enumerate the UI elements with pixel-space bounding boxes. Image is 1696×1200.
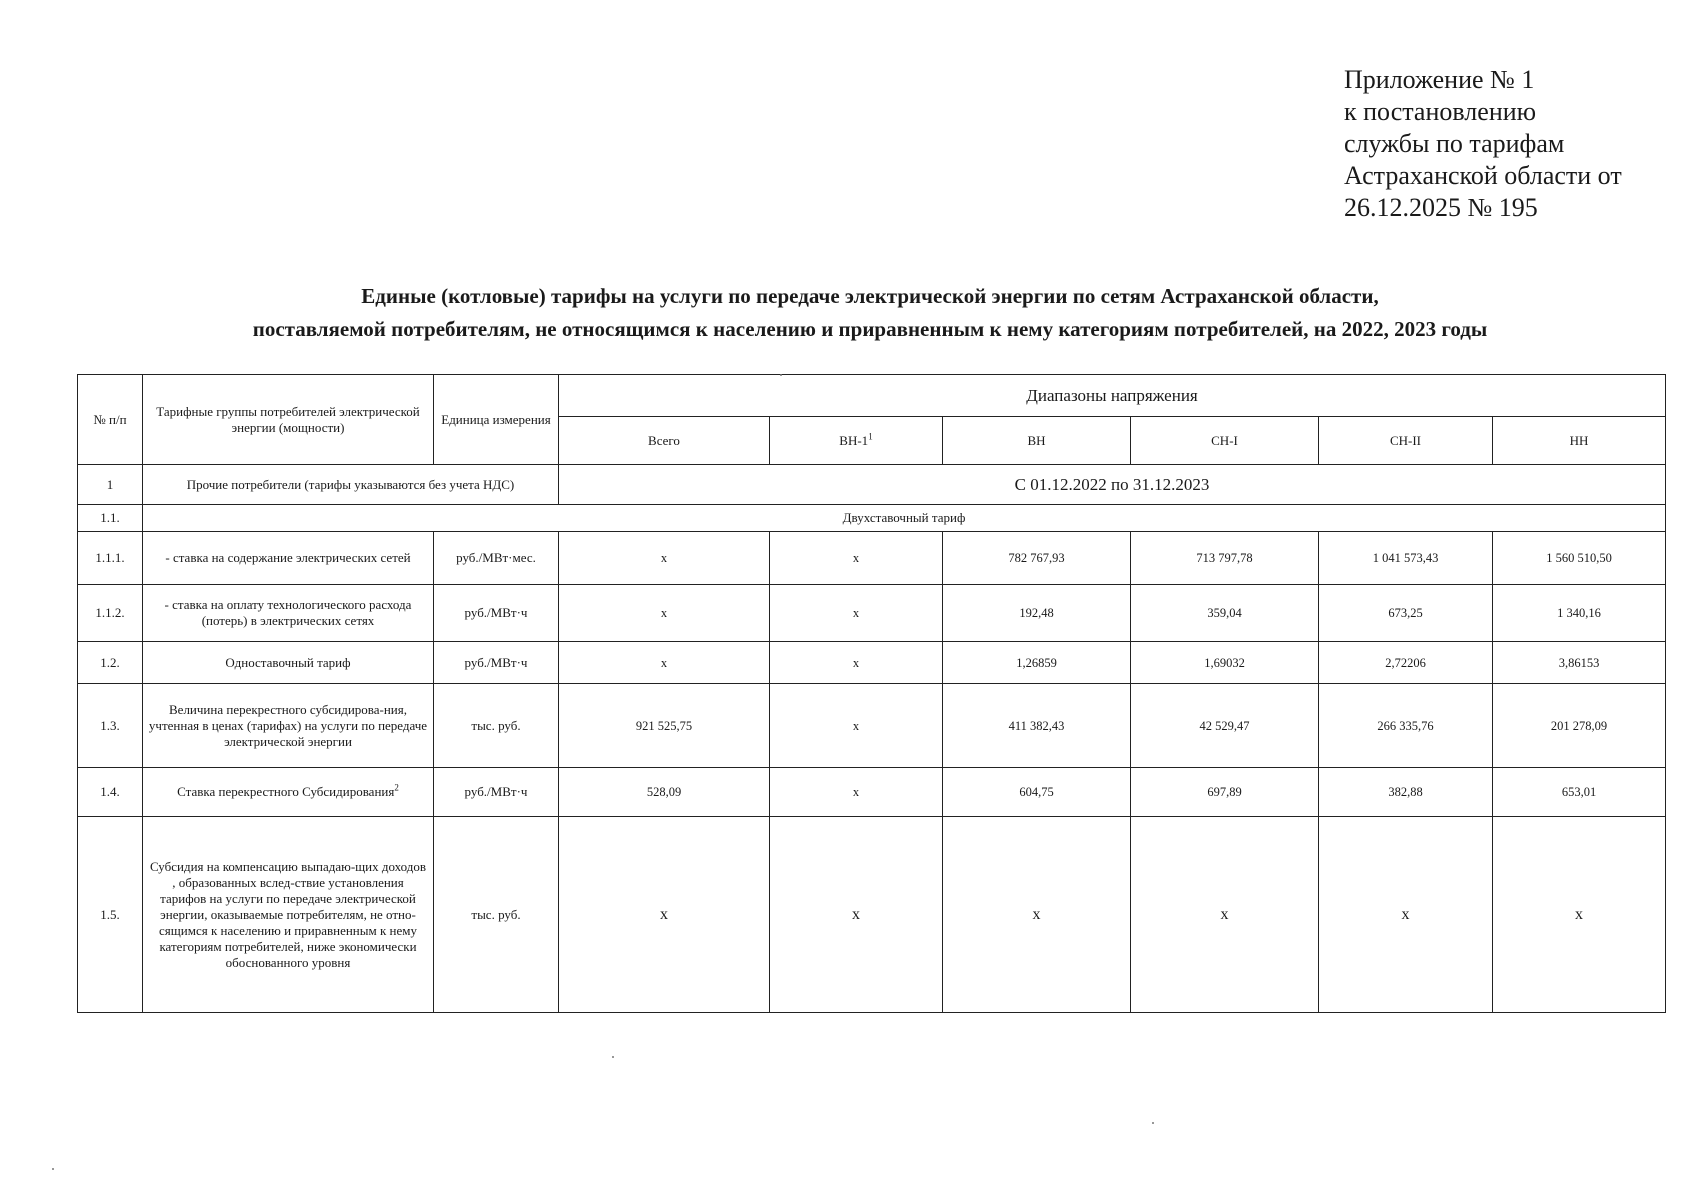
header-vn1-label: ВН-1 — [839, 432, 869, 448]
cell-vn1: x — [770, 585, 943, 642]
cell-sn2: 673,25 — [1319, 585, 1493, 642]
cell-sn2: 266 335,76 — [1319, 684, 1493, 768]
scan-speck — [52, 1168, 54, 1170]
row-num: 1.2. — [78, 642, 143, 684]
cell-vn1: x — [770, 768, 943, 817]
header-sn1: СН-I — [1131, 417, 1319, 465]
annex-line: к постановлению — [1344, 97, 1537, 126]
row-label: Одноставочный тариф — [143, 642, 434, 684]
row-num: 1.1.2. — [78, 585, 143, 642]
row-label: - ставка на оплату технологического расхода (потерь) в электрических сетях — [143, 585, 434, 642]
cell-vn: x — [943, 817, 1131, 1013]
scan-speck — [780, 374, 782, 376]
header-nn: НН — [1493, 417, 1666, 465]
cell-total: x — [559, 585, 770, 642]
row-label: Величина перекрестного субсидирова-ния, учтенная в ценах (тарифах) на услуги по передаче электрической энергии — [143, 684, 434, 768]
annex-line: Астраханской области от — [1344, 161, 1622, 190]
cell-sn1: 697,89 — [1131, 768, 1319, 817]
section-num: 1 — [78, 465, 143, 505]
cell-nn: 653,01 — [1493, 768, 1666, 817]
cell-sn2: 382,88 — [1319, 768, 1493, 817]
document-title — [60, 280, 1680, 346]
cell-vn: 782 767,93 — [943, 532, 1131, 585]
subsection-num: 1.1. — [78, 505, 143, 532]
cell-nn: 201 278,09 — [1493, 684, 1666, 768]
header-total: Всего — [559, 417, 770, 465]
row-label: - ставка на содержание электрических сетей — [143, 532, 434, 585]
footnote-mark: 2 — [394, 782, 399, 793]
header-group: Тарифные группы потребителей электрической энергии (мощности) — [143, 375, 434, 465]
header-vn1 — [770, 417, 943, 465]
cell-vn: 604,75 — [943, 768, 1131, 817]
header-row-top — [78, 375, 1666, 417]
row-unit: тыс. руб. — [434, 684, 559, 768]
header-vn: ВН — [943, 417, 1131, 465]
header-voltage-ranges: Диапазоны напряжения — [559, 375, 1666, 417]
cell-total: 921 525,75 — [559, 684, 770, 768]
section-row — [78, 465, 1666, 505]
cell-sn2: 1 041 573,43 — [1319, 532, 1493, 585]
row-label — [143, 768, 434, 817]
cell-sn1: 359,04 — [1131, 585, 1319, 642]
title-line-1: Единые (котловые) тарифы на услуги по передаче электрической энергии по сетям Астраханской области, — [361, 284, 1379, 308]
cell-vn: 1,26859 — [943, 642, 1131, 684]
cell-sn2: 2,72206 — [1319, 642, 1493, 684]
annex-line: Приложение № 1 — [1344, 65, 1535, 94]
row-unit: руб./МВт·ч — [434, 768, 559, 817]
cell-sn1: 713 797,78 — [1131, 532, 1319, 585]
annex-note — [1344, 64, 1664, 224]
footnote-mark: 1 — [868, 431, 873, 442]
scan-speck — [1152, 1122, 1154, 1124]
cell-vn: 411 382,43 — [943, 684, 1131, 768]
cell-total: x — [559, 817, 770, 1013]
cell-total: x — [559, 642, 770, 684]
cell-vn1: x — [770, 817, 943, 1013]
cell-vn1: x — [770, 642, 943, 684]
cell-nn: 3,86153 — [1493, 642, 1666, 684]
row-unit: руб./МВт·ч — [434, 585, 559, 642]
table-row — [78, 684, 1666, 768]
row-unit: руб./МВт·ч — [434, 642, 559, 684]
cell-vn: 192,48 — [943, 585, 1131, 642]
table-row — [78, 585, 1666, 642]
table-row — [78, 532, 1666, 585]
scan-speck — [612, 1056, 614, 1058]
row-label: Субсидия на компенсацию выпадаю-щих доходов , образованных вслед-ствие установления тарифов на услуги по передаче электрической энергии, оказываемые потребителям, не отно-сящимся к населению и приравненным к нему категориям потребителей, ниже экономически обоснованного уровня — [143, 817, 434, 1013]
cell-sn1: 42 529,47 — [1131, 684, 1319, 768]
annex-line: службы по тарифам — [1344, 129, 1565, 158]
cell-nn: 1 340,16 — [1493, 585, 1666, 642]
title-line-2: поставляемой потребителям, не относящимся к населению и приравненным к нему категориям потребителей, на 2022, 2023 годы — [252, 317, 1488, 341]
row-unit: руб./МВт·мес. — [434, 532, 559, 585]
header-unit: Единица измерения — [434, 375, 559, 465]
cell-sn2: x — [1319, 817, 1493, 1013]
row-label-text: Ставка перекрестного Субсидирования — [177, 784, 395, 799]
section-label: Прочие потребители (тарифы указываются без учета НДС) — [143, 465, 559, 505]
table-row — [78, 768, 1666, 817]
cell-total: 528,09 — [559, 768, 770, 817]
header-num: № п/п — [78, 375, 143, 465]
row-num: 1.1.1. — [78, 532, 143, 585]
cell-vn1: x — [770, 684, 943, 768]
subsection-row — [78, 505, 1666, 532]
header-sn2: СН-II — [1319, 417, 1493, 465]
table-row — [78, 642, 1666, 684]
annex-line: 26.12.2025 № 195 — [1344, 193, 1538, 222]
cell-sn1: 1,69032 — [1131, 642, 1319, 684]
table-row — [78, 817, 1666, 1013]
cell-vn1: x — [770, 532, 943, 585]
row-num: 1.3. — [78, 684, 143, 768]
cell-nn: x — [1493, 817, 1666, 1013]
row-num: 1.4. — [78, 768, 143, 817]
subsection-label: Двухставочный тариф — [143, 505, 1666, 532]
cell-nn: 1 560 510,50 — [1493, 532, 1666, 585]
row-num: 1.5. — [78, 817, 143, 1013]
section-period: С 01.12.2022 по 31.12.2023 — [559, 465, 1666, 505]
tariff-table — [77, 374, 1666, 1013]
cell-total: x — [559, 532, 770, 585]
row-unit: тыс. руб. — [434, 817, 559, 1013]
cell-sn1: x — [1131, 817, 1319, 1013]
